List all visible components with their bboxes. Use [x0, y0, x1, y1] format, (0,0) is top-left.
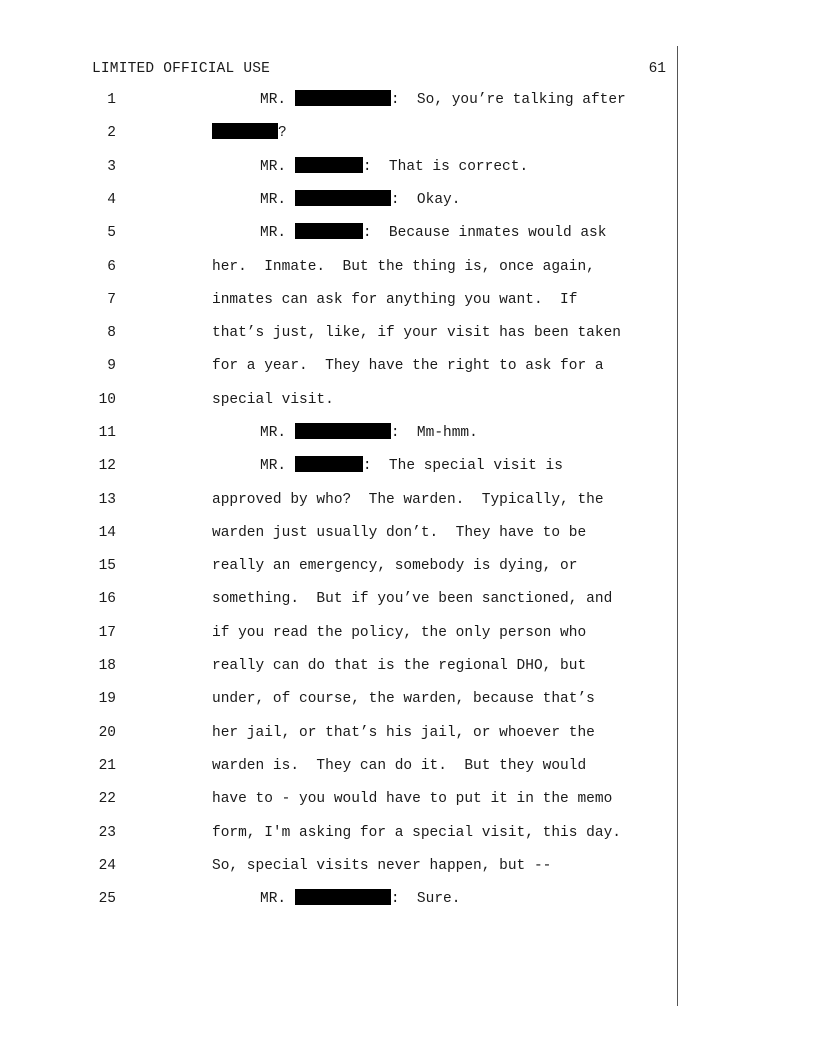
text-segment: MR. — [260, 458, 295, 474]
page-number: 61 — [648, 61, 666, 77]
text-segment: MR. — [260, 92, 295, 108]
line-number: 24 — [98, 858, 116, 874]
line-number: 20 — [98, 725, 116, 741]
text-segment: if you read the policy, the only person who — [212, 625, 587, 641]
line-text — [212, 389, 334, 411]
text-segment: for a year. They have the right to ask for a — [212, 358, 604, 374]
redaction-box — [295, 190, 391, 206]
line-number: 14 — [98, 525, 116, 541]
line-text — [212, 588, 612, 610]
line-text — [212, 256, 595, 278]
text-segment: ? — [278, 125, 287, 141]
text-segment: warden just usually don’t. They have to be — [212, 525, 587, 541]
transcript-line — [0, 489, 816, 511]
transcript-line — [0, 855, 816, 877]
text-segment: So, special visits never happen, but -- — [212, 858, 552, 874]
line-number: 8 — [107, 325, 116, 341]
line-text — [212, 355, 604, 377]
transcript-line — [0, 355, 816, 377]
line-number: 2 — [107, 125, 116, 141]
line-number: 1 — [107, 92, 116, 108]
line-number: 4 — [107, 192, 116, 208]
transcript-line — [0, 555, 816, 577]
line-text — [260, 888, 460, 910]
line-number: 18 — [98, 658, 116, 674]
text-segment: inmates can ask for anything you want. If — [212, 292, 578, 308]
text-segment: really an emergency, somebody is dying, or — [212, 558, 578, 574]
transcript-line — [0, 389, 816, 411]
text-segment: MR. — [260, 159, 295, 175]
classification-header: LIMITED OFFICIAL USE — [92, 61, 271, 77]
line-number: 21 — [98, 758, 116, 774]
text-segment: : Because inmates would ask — [362, 225, 607, 241]
text-segment: : Mm-hmm. — [390, 425, 478, 441]
redaction-box — [295, 456, 363, 472]
line-text — [212, 822, 621, 844]
transcript-line — [0, 89, 816, 111]
redaction-box — [295, 223, 363, 239]
redaction-box — [212, 123, 278, 139]
line-text — [212, 688, 595, 710]
line-number: 7 — [107, 292, 116, 308]
line-text — [212, 322, 621, 344]
text-segment: her. Inmate. But the thing is, once again, — [212, 259, 595, 275]
text-segment: something. But if you’ve been sanctioned, and — [212, 591, 613, 607]
transcript-line — [0, 755, 816, 777]
line-text — [212, 855, 551, 877]
redaction-box — [295, 157, 363, 173]
line-text — [260, 422, 478, 444]
text-segment: MR. — [260, 425, 295, 441]
transcript-line — [0, 222, 816, 244]
line-text — [260, 222, 606, 244]
line-text — [212, 788, 612, 810]
text-segment: MR. — [260, 891, 295, 907]
transcript-line — [0, 122, 816, 144]
transcript-line — [0, 189, 816, 211]
line-text — [212, 722, 595, 744]
transcript-line — [0, 655, 816, 677]
text-segment: : The special visit is — [362, 458, 563, 474]
line-number: 9 — [107, 358, 116, 374]
text-segment: : That is correct. — [362, 159, 529, 175]
line-number: 16 — [98, 591, 116, 607]
line-number: 3 — [107, 159, 116, 175]
text-segment: have to - you would have to put it in the memo — [212, 791, 613, 807]
redaction-box — [295, 90, 391, 106]
redaction-box — [295, 423, 391, 439]
line-number: 13 — [98, 492, 116, 508]
text-segment: warden is. They can do it. But they would — [212, 758, 587, 774]
line-text — [212, 122, 287, 144]
text-segment: her jail, or that’s his jail, or whoever the — [212, 725, 595, 741]
line-number: 10 — [98, 392, 116, 408]
redaction-box — [295, 889, 391, 905]
line-text — [212, 755, 586, 777]
line-number: 12 — [98, 458, 116, 474]
transcript-line — [0, 322, 816, 344]
transcript-line — [0, 455, 816, 477]
line-number: 6 — [107, 259, 116, 275]
text-segment: : Okay. — [390, 192, 461, 208]
text-segment: that’s just, like, if your visit has been taken — [212, 325, 621, 341]
text-segment: really can do that is the regional DHO, but — [212, 658, 587, 674]
line-number: 17 — [98, 625, 116, 641]
line-number: 5 — [107, 225, 116, 241]
line-text — [260, 189, 460, 211]
transcript-line — [0, 588, 816, 610]
transcript-line — [0, 688, 816, 710]
text-segment: form, I'm asking for a special visit, this day. — [212, 825, 621, 841]
text-segment: : Sure. — [390, 891, 461, 907]
text-segment: special visit. — [212, 392, 334, 408]
line-number: 25 — [98, 891, 116, 907]
line-text — [212, 655, 586, 677]
text-segment: MR. — [260, 192, 295, 208]
text-segment: MR. — [260, 225, 295, 241]
transcript-line — [0, 522, 816, 544]
text-segment: approved by who? The warden. Typically, the — [212, 492, 604, 508]
text-segment: : So, you’re talking after — [390, 92, 626, 108]
transcript-line — [0, 156, 816, 178]
transcript-line — [0, 722, 816, 744]
transcript-line — [0, 822, 816, 844]
line-number: 22 — [98, 791, 116, 807]
line-text — [260, 156, 528, 178]
line-text — [260, 455, 563, 477]
line-number: 19 — [98, 691, 116, 707]
line-text — [260, 89, 626, 111]
line-text — [212, 489, 604, 511]
line-number: 23 — [98, 825, 116, 841]
transcript-line — [0, 788, 816, 810]
transcript-line — [0, 289, 816, 311]
line-text — [212, 522, 586, 544]
line-text — [212, 289, 577, 311]
line-number: 11 — [98, 425, 116, 441]
transcript-line — [0, 422, 816, 444]
transcript-line — [0, 256, 816, 278]
transcript-line — [0, 622, 816, 644]
line-text — [212, 622, 586, 644]
line-text — [212, 555, 577, 577]
transcript-line — [0, 888, 816, 910]
text-segment: under, of course, the warden, because that’s — [212, 691, 595, 707]
line-number: 15 — [98, 558, 116, 574]
